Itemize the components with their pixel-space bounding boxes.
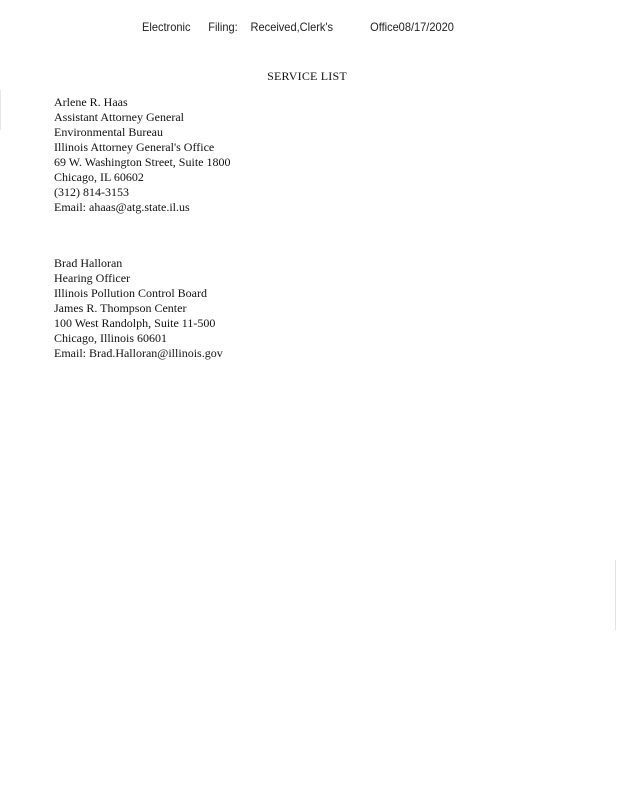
contact-name: Arlene R. Haas — [54, 95, 128, 109]
filing-stamp-received: Received,Clerk's — [250, 20, 334, 34]
contact-city: Chicago, Illinois 60601 — [54, 331, 167, 345]
contact-name: Brad Halloran — [54, 256, 123, 270]
contact-office: Illinois Attorney General's Office — [54, 140, 215, 154]
filing-stamp-office: Office — [370, 20, 399, 34]
contact-city: Chicago, IL 60602 — [54, 170, 144, 184]
contact-email: Email: Brad.Halloran@illinois.gov — [54, 346, 223, 360]
contact-email: Email: ahaas@atg.state.il.us — [54, 200, 190, 214]
contact-building: James R. Thompson Center — [54, 301, 187, 315]
contact-street: 69 W. Washington Street, Suite 1800 — [54, 155, 231, 169]
contact-bureau: Environmental Bureau — [54, 125, 163, 139]
scan-edge-mark-left — [0, 90, 1, 130]
filing-stamp-filing: Filing: — [208, 20, 238, 34]
filing-stamp-electronic: Electronic — [142, 20, 191, 34]
scan-edge-mark — [615, 560, 616, 630]
contact-phone: (312) 814-3153 — [54, 185, 129, 199]
contact-title: Hearing Officer — [54, 271, 131, 285]
contact-block-halloran — [54, 256, 223, 361]
contact-block-haas — [54, 95, 230, 215]
contact-board: Illinois Pollution Control Board — [54, 286, 208, 300]
contact-street: 100 West Randolph, Suite 11-500 — [54, 316, 216, 330]
page-title: SERVICE LIST — [267, 69, 347, 83]
filing-stamp-date: 08/17/2020 — [398, 20, 454, 34]
contact-title: Assistant Attorney General — [54, 110, 184, 124]
